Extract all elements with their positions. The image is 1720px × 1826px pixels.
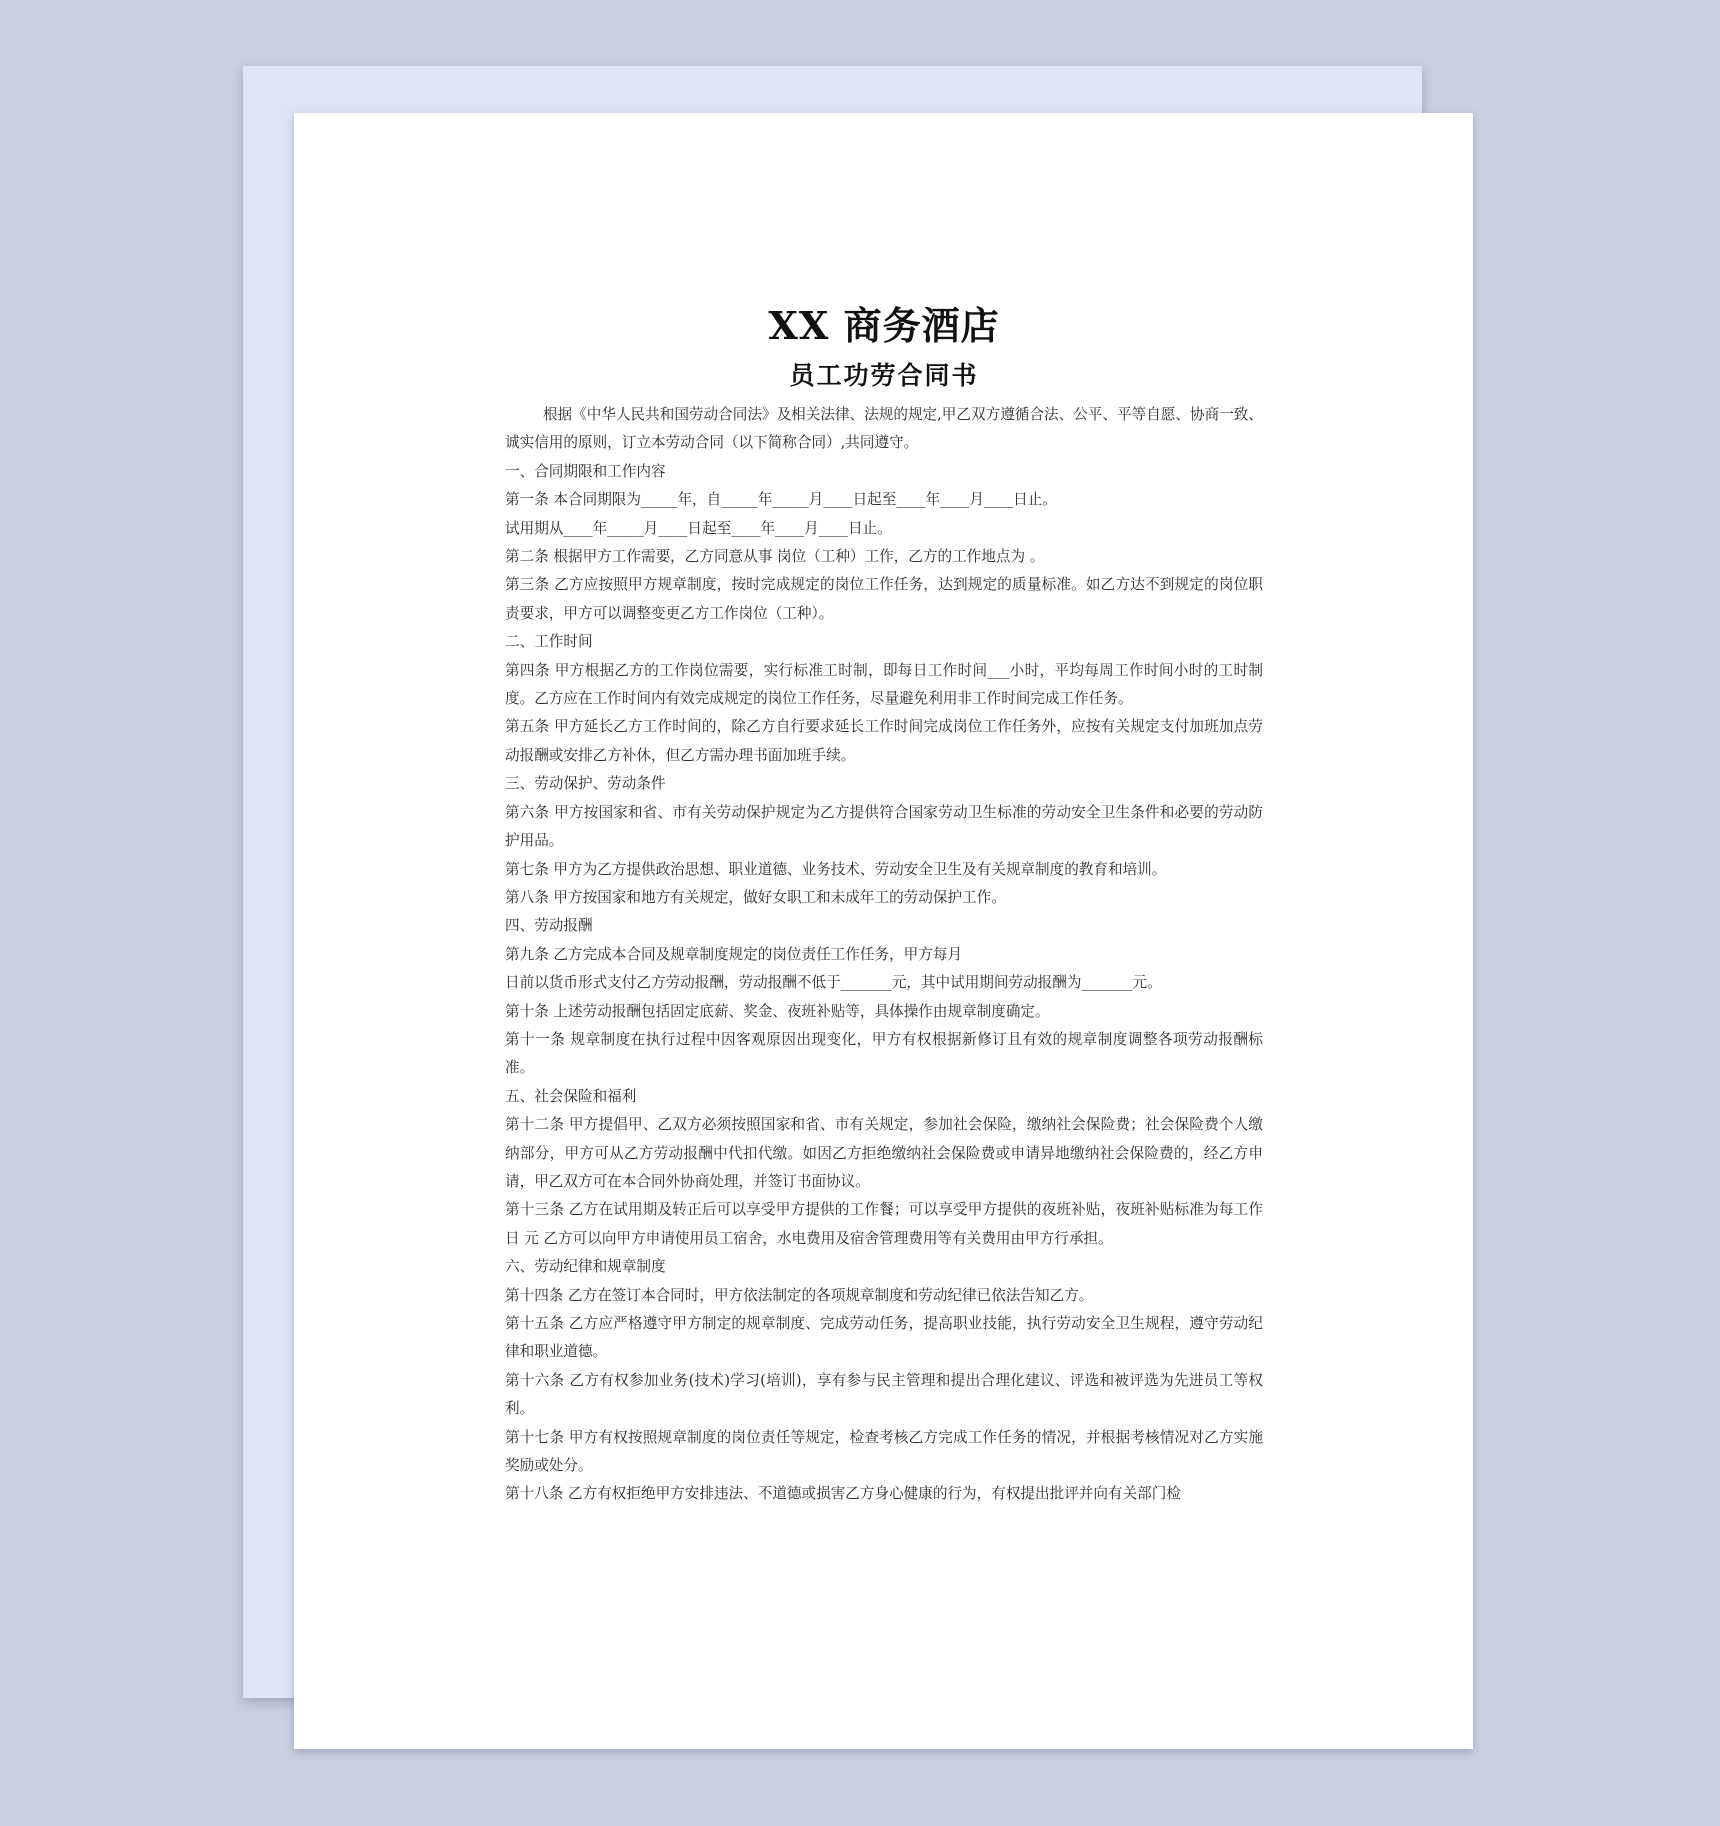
paragraph: 根据《中华人民共和国劳动合同法》及相关法律、法规的规定,甲乙双方遵循合法、公平、平等自愿、协商一致、诚实信用的原则，订立本劳动合同（以下简称合同）,共同遵守。 — [505, 406, 1263, 452]
paragraph: 四、劳动报酬 — [505, 917, 593, 935]
paragraph: 第十二条 甲方提倡甲、乙双方必须按照国家和省、市有关规定，参加社会保险，缴纳社会保险费；社会保险费个人缴纳部分，甲方可从乙方劳动报酬中代扣代缴。如因乙方拒绝缴纳社会保险费或申请异地缴纳社会保险费的，经乙方申请，甲乙双方可在本合同外协商处理，并签订书面协议。 — [505, 1116, 1263, 1190]
document-subtitle: 员工功劳合同书 — [789, 361, 979, 390]
paragraph: 第四条 甲方根据乙方的工作岗位需要，实行标准工时制，即每日工作时间___小时，平均每周工作时间小时的工时制度。乙方应在工作时间内有效完成规定的岗位工作任务，尽量避免利用非工作时间完成工作任务。 — [505, 661, 1263, 708]
paragraph: 第一条 本合同期限为_____年，自_____年_____月____日起至____年____月____日止。 — [505, 491, 1057, 509]
paragraph: 第二条 根据甲方工作需要，乙方同意从事 岗位（工种）工作，乙方的工作地点为 。 — [505, 548, 1045, 566]
document-content — [505, 303, 1263, 1509]
paragraph: 第十三条 乙方在试用期及转正后可以享受甲方提供的工作餐；可以享受甲方提供的夜班补贴，夜班补贴标准为每工作日 元 乙方可以向甲方申请使用员工宿舍，水电费用及宿舍管理费用等有关费用由甲方行承担。 — [505, 1201, 1263, 1247]
paragraph: 日前以货币形式支付乙方劳动报酬，劳动报酬不低于_______元，其中试用期间劳动报酬为_______元。 — [505, 974, 1162, 992]
paragraph: 五、社会保险和福利 — [505, 1087, 637, 1105]
document-page — [294, 113, 1473, 1749]
paragraph: 第十七条 甲方有权按照规章制度的岗位责任等规定，检查考核乙方完成工作任务的情况，并根据考核情况对乙方实施奖励或处分。 — [505, 1428, 1263, 1475]
paragraph: 第十八条 乙方有权拒绝甲方安排违法、不道德或损害乙方身心健康的行为，有权提出批评并向有关部门检 — [505, 1485, 1181, 1503]
document-title: XX 商务酒店 — [768, 303, 1000, 348]
paragraph: 试用期从____年_____月____日起至____年____月____日止。 — [505, 519, 892, 537]
paragraph: 二、工作时间 — [505, 633, 593, 651]
paragraph: 第七条 甲方为乙方提供政治思想、职业道德、业务技术、劳动安全卫生及有关规章制度的教育和培训。 — [505, 860, 1167, 878]
paragraph: 三、劳动保护、劳动条件 — [505, 775, 666, 793]
paragraph: 第十条 上述劳动报酬包括固定底薪、奖金、夜班补贴等，具体操作由规章制度确定。 — [505, 1002, 1050, 1020]
paragraph: 一、合同期限和工作内容 — [505, 462, 666, 480]
paragraph: 第十六条 乙方有权参加业务(技术)学习(培训)，享有参与民主管理和提出合理化建议、评选和被评选为先进员工等权利。 — [505, 1371, 1263, 1418]
paragraph: 第十五条 乙方应严格遵守甲方制定的规章制度、完成劳动任务，提高职业技能，执行劳动安全卫生规程，遵守劳动纪律和职业道德。 — [505, 1315, 1263, 1361]
document-body — [505, 401, 1263, 1509]
paragraph: 第九条 乙方完成本合同及规章制度规定的岗位责任工作任务，甲方每月 — [505, 945, 963, 963]
paragraph: 第六条 甲方按国家和省、市有关劳动保护规定为乙方提供符合国家劳动卫生标准的劳动安全卫生条件和必要的劳动防护用品。 — [505, 803, 1263, 850]
paragraph: 第三条 乙方应按照甲方规章制度，按时完成规定的岗位工作任务，达到规定的质量标准。如乙方达不到规定的岗位职责要求，甲方可以调整变更乙方工作岗位（工种）。 — [505, 576, 1263, 622]
paragraph: 第十一条 规章制度在执行过程中因客观原因出现变化，甲方有权根据新修订且有效的规章制度调整各项劳动报酬标准。 — [505, 1030, 1263, 1077]
paragraph: 六、劳动纪律和规章制度 — [505, 1258, 666, 1276]
paragraph: 第五条 甲方延长乙方工作时间的，除乙方自行要求延长工作时间完成岗位工作任务外，应按有关规定支付加班加点劳动报酬或安排乙方补休，但乙方需办理书面加班手续。 — [505, 718, 1263, 764]
paragraph: 第八条 甲方按国家和地方有关规定，做好女职工和未成年工的劳动保护工作。 — [505, 888, 1006, 906]
paragraph: 第十四条 乙方在签订本合同时，甲方依法制定的各项规章制度和劳动纪律已依法告知乙方。 — [505, 1286, 1094, 1304]
